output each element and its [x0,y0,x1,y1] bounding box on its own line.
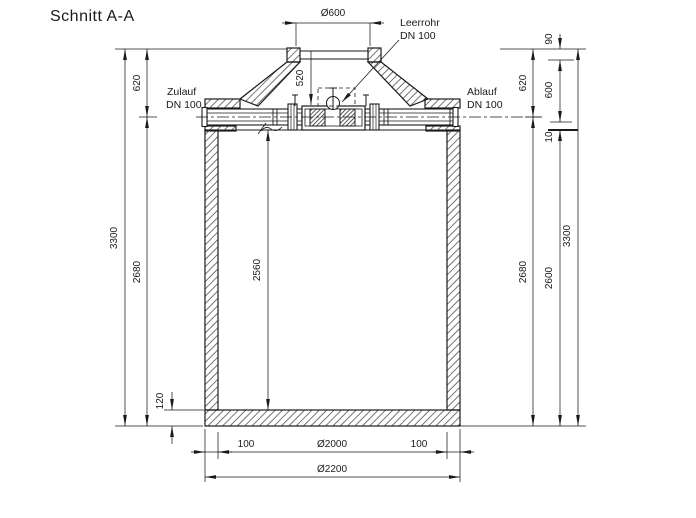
dim-90: 90 [544,33,555,45]
manhole-ring-left [287,48,300,62]
dim-3300-right: 3300 [562,224,573,248]
dim-120: 120 [155,392,166,410]
fitting-assembly [292,88,369,130]
dim-3300-left: 3300 [109,226,120,250]
dim-outer-diameter: Ø2200 [316,464,348,475]
manhole-cover-lines [300,51,368,59]
ablauf-label-line2: DN 100 [467,99,503,111]
ablauf-label-line1: Ablauf [467,86,497,98]
zulauf-label-line1: Zulauf [167,86,197,98]
tank-wall-right [447,130,460,410]
dim-620-left: 620 [132,74,143,92]
cone-wall-right [368,62,428,106]
dim-inner-diameter: Ø2000 [316,439,348,450]
dim-100-left: 100 [237,439,255,450]
flange-block-right [340,109,355,126]
dim-100-right: 100 [410,439,428,450]
dim-600: 600 [544,81,555,99]
zulauf-label-line2: DN 100 [166,99,202,111]
dim-520: 520 [295,69,306,87]
manhole-ring-right [368,48,381,62]
shoulder-slab-left [205,99,240,108]
dim-2600: 2600 [544,266,555,290]
leerrohr-label-line1: Leerrohr [400,17,440,29]
dim-2680-left: 2680 [132,260,143,284]
tank-wall-left [205,130,218,410]
dim-620-right: 620 [518,74,529,92]
dim-manhole-diameter: Ø600 [320,8,346,19]
flange-block-left [310,109,325,126]
dim-10: 10 [544,131,555,143]
dim-2560: 2560 [252,258,263,282]
page-title: Schnitt A-A [50,8,135,25]
cone-wall-left [240,62,300,106]
leerrohr-label-line2: DN 100 [400,30,436,42]
shoulder-slab-right [425,99,460,108]
floor-slab [205,410,460,426]
dim-2680-right: 2680 [518,260,529,284]
